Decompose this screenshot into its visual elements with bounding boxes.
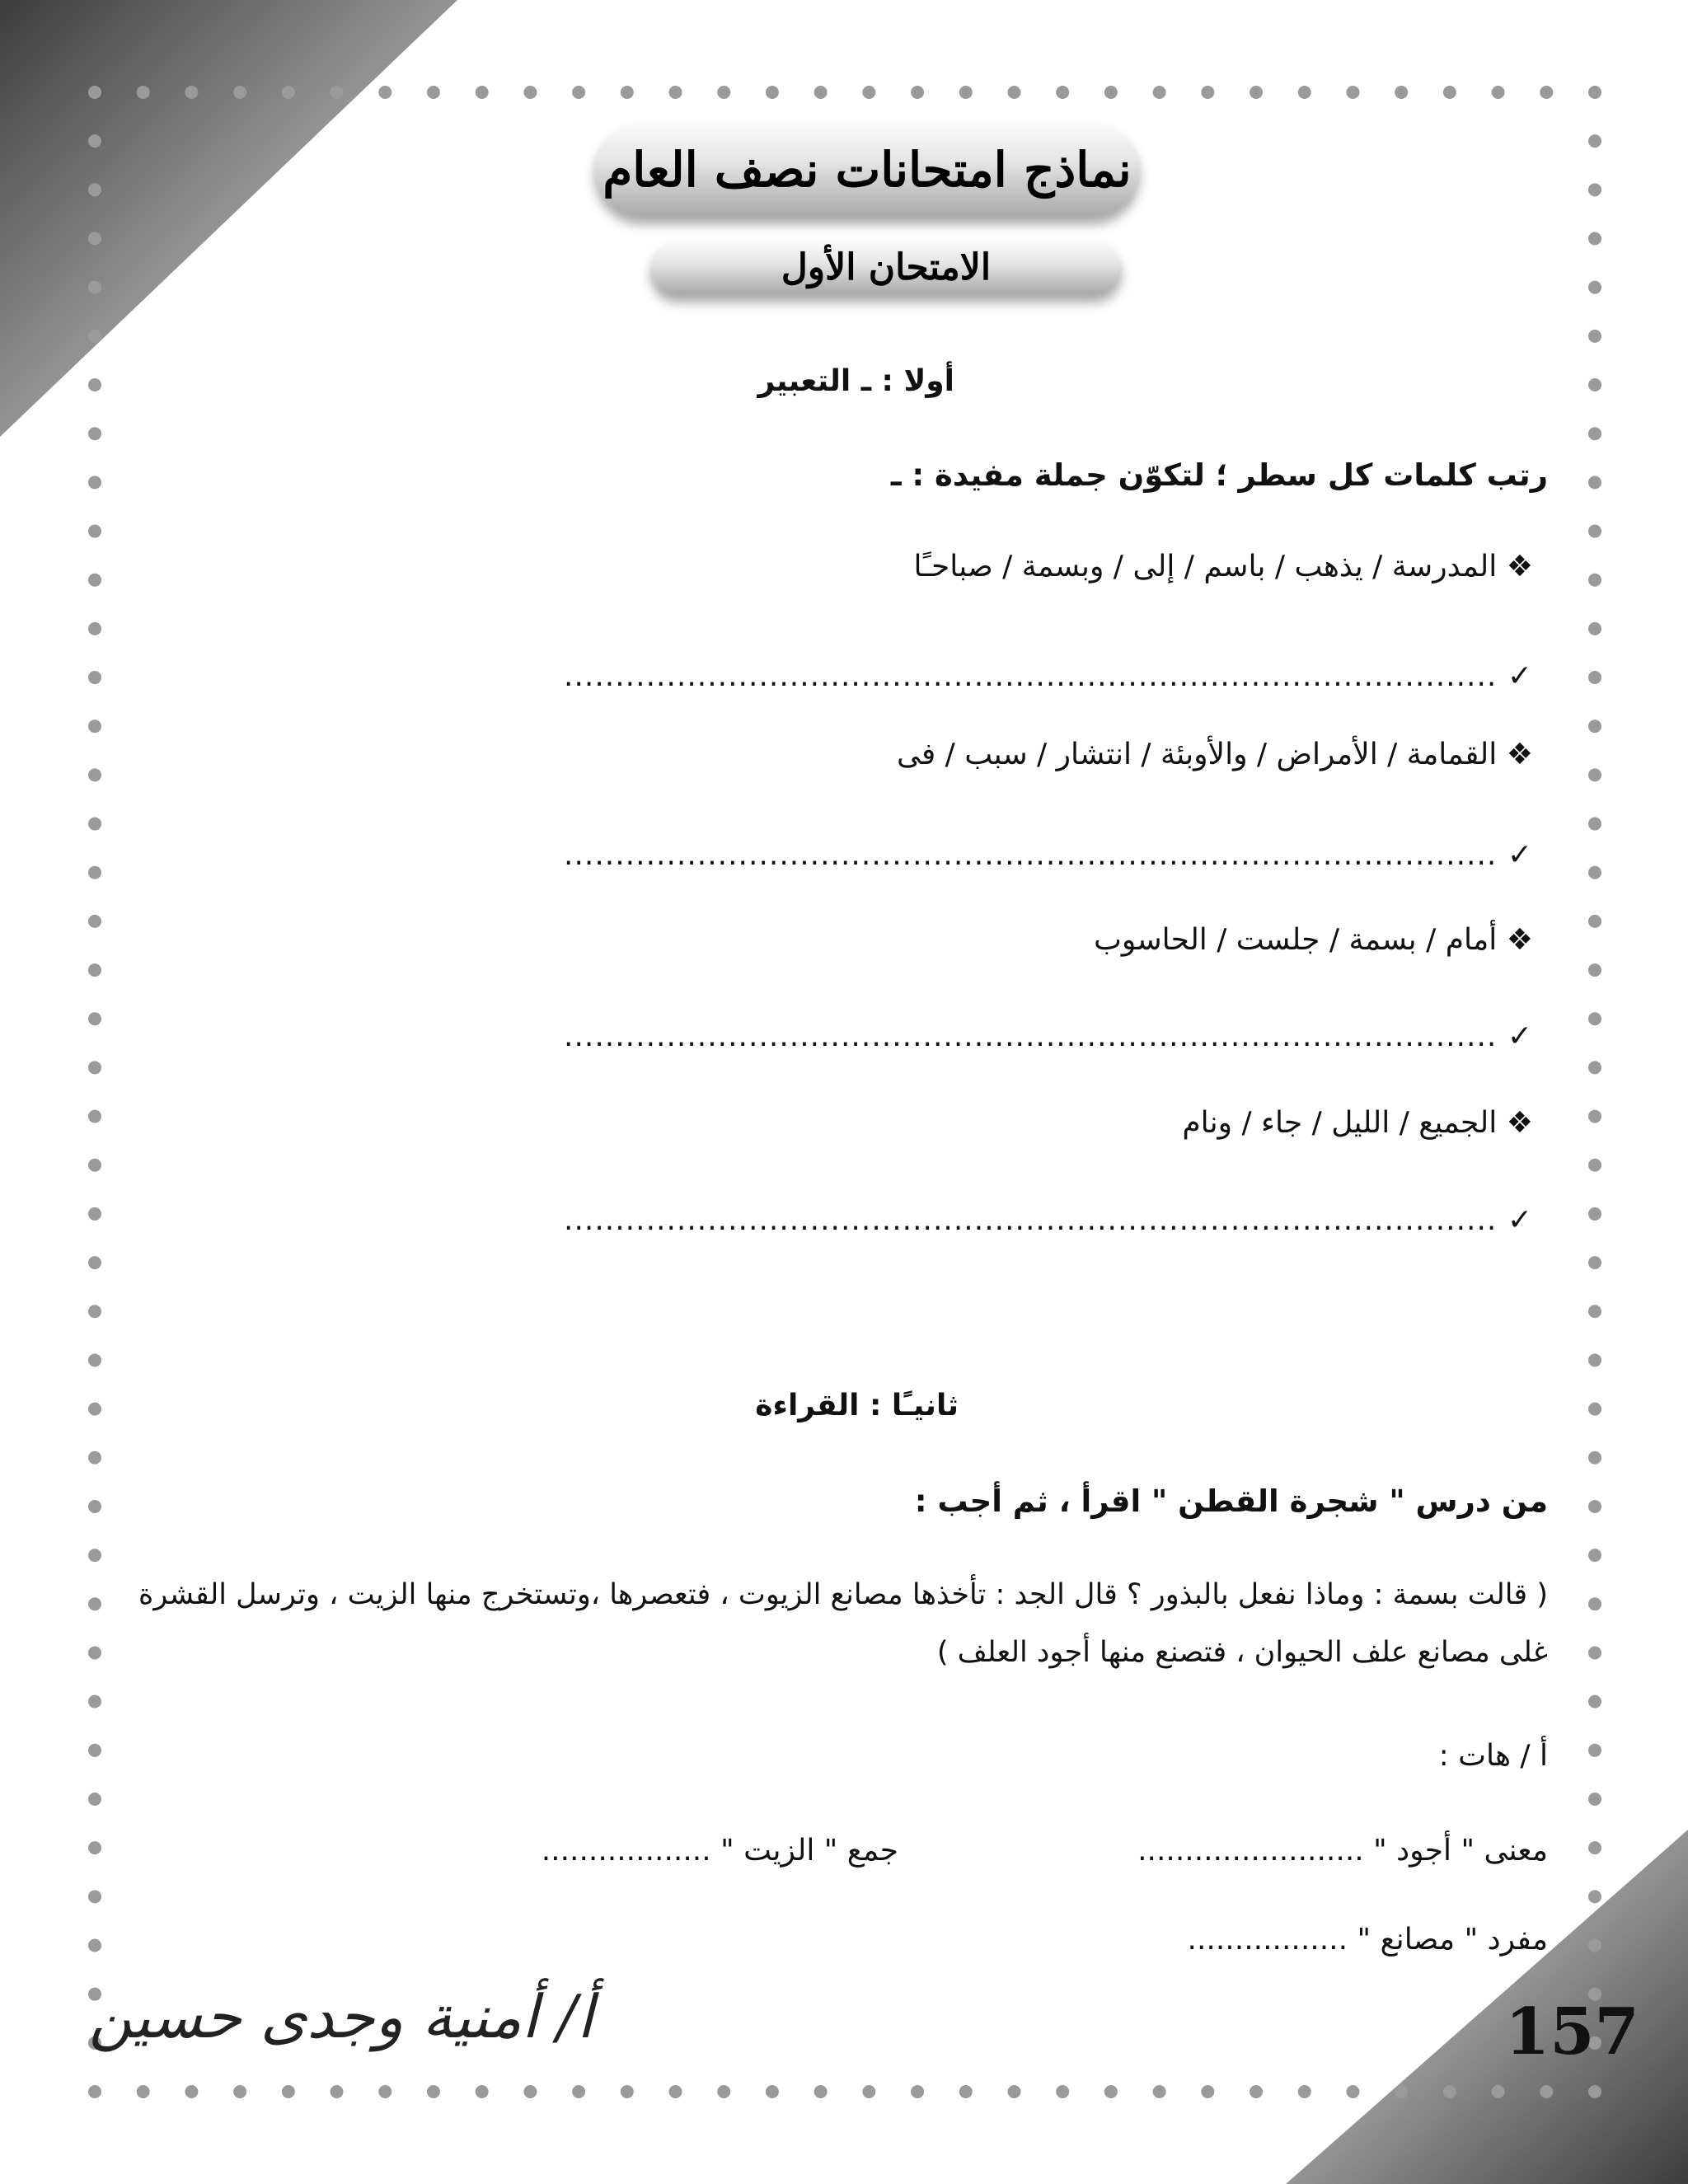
- border-dot: [717, 86, 730, 99]
- border-dot: [88, 1305, 101, 1318]
- border-dot: [88, 915, 101, 928]
- diamond-bullet-icon: ❖: [1506, 1106, 1533, 1140]
- border-dot: [88, 476, 101, 489]
- border-dot: [862, 86, 875, 99]
- border-dot: [88, 1793, 101, 1806]
- author-signature: [88, 1982, 593, 2081]
- border-dot: [814, 86, 828, 99]
- border-dot: [1346, 86, 1359, 99]
- checkmark-icon: ✓: [1507, 659, 1533, 693]
- border-dot: [1201, 2085, 1214, 2098]
- border-dot: [1588, 671, 1601, 684]
- border-dot: [1588, 1744, 1601, 1757]
- title-banner: [595, 124, 1139, 216]
- border-dot: [669, 2085, 682, 2098]
- border-dot: [1588, 1646, 1601, 1659]
- border-dot: [137, 2085, 150, 2098]
- border-dot: [378, 86, 392, 99]
- border-dot: [1588, 427, 1601, 440]
- border-dot: [959, 86, 973, 99]
- border-dot: [1588, 134, 1601, 148]
- border-dot: [1492, 86, 1505, 99]
- item-words: المدرسة / يذهب / باسم / إلى / وبسمة / صباحـًا: [913, 550, 1498, 583]
- diamond-bullet-icon: ❖: [1506, 738, 1533, 771]
- border-dot: [1588, 378, 1601, 391]
- border-dot: [1250, 2085, 1263, 2098]
- border-dot: [1346, 2085, 1359, 2098]
- border-dot: [1201, 86, 1214, 99]
- border-dot: [911, 2085, 924, 2098]
- border-dot: [1588, 1403, 1601, 1416]
- list-item: [1182, 1106, 1533, 1140]
- border-dot: [1588, 574, 1601, 587]
- border-dot: [1540, 86, 1553, 99]
- border-dot: [1588, 232, 1601, 246]
- border-dot: [1443, 2085, 1456, 2098]
- border-dot: [1588, 866, 1601, 879]
- border-dot: [766, 86, 779, 99]
- border-dot: [1588, 963, 1601, 977]
- border-dot: [669, 86, 682, 99]
- answer-line[interactable]: ...........................................................................................: [564, 659, 1498, 693]
- border-dot: [1056, 2085, 1069, 2098]
- border-dot: [1443, 86, 1456, 99]
- border-dot: [1588, 476, 1601, 489]
- border-dot: [1395, 2085, 1408, 2098]
- border-dot: [233, 2085, 246, 2098]
- border-dot: [1492, 2085, 1505, 2098]
- border-dot: [88, 427, 101, 440]
- border-dot: [88, 281, 101, 294]
- border-dot: [427, 2085, 440, 2098]
- answer-line[interactable]: ...........................................................................................: [564, 838, 1498, 872]
- page-number: 157: [1505, 1994, 1639, 2069]
- border-dot: [1588, 1500, 1601, 1513]
- border-dot: [88, 1841, 101, 1854]
- border-dot: [1588, 1159, 1601, 1172]
- exam-title: الامتحان الأول: [781, 246, 992, 288]
- border-dot: [766, 2085, 779, 2098]
- answer-row[interactable]: [564, 1203, 1533, 1237]
- banner-title: نماذج امتحانات نصف العام: [603, 142, 1132, 198]
- list-item: [1094, 923, 1533, 957]
- border-dot: [88, 719, 101, 733]
- border-dot: [572, 2085, 585, 2098]
- question-meaning[interactable]: معنى " أجود " ........................: [1137, 1834, 1548, 1868]
- border-dot: [88, 1744, 101, 1757]
- list-item: [897, 738, 1533, 771]
- border-dot: [1588, 1793, 1601, 1806]
- border-dot: [621, 86, 634, 99]
- border-dot: [88, 1256, 101, 1269]
- border-dot: [88, 963, 101, 977]
- border-dot: [282, 2085, 295, 2098]
- border-dot: [1588, 1256, 1601, 1269]
- border-dot: [911, 86, 924, 99]
- border-dot: [1588, 1451, 1601, 1465]
- reading-passage: ( قالت بسمة : وماذا نفعل بالبذور ؟ قال الجد : تأخذها مصانع الزيوت ، فتعصرها ،وتستخرج منها الزيت ، وترسل القشرة غلى مصانع علف الحيوان ، فتصنع منها أجود العلف ): [138, 1578, 1548, 1669]
- border-dot: [1588, 768, 1601, 781]
- border-dot: [1588, 1110, 1601, 1123]
- border-dot: [1298, 2085, 1311, 2098]
- border-dot: [88, 622, 101, 635]
- border-dot: [523, 86, 537, 99]
- sub-question-label: أ / هات :: [1438, 1739, 1548, 1773]
- border-dot: [331, 2085, 344, 2098]
- border-dot: [814, 2085, 828, 2098]
- border-dot: [88, 1695, 101, 1708]
- border-dot: [88, 1890, 101, 1903]
- border-dot: [1588, 330, 1601, 343]
- answer-row[interactable]: [564, 838, 1533, 872]
- border-dot: [523, 2085, 537, 2098]
- border-dot: [1104, 2085, 1118, 2098]
- border-dot: [1588, 1353, 1601, 1366]
- border-dot: [621, 2085, 634, 2098]
- section2-instruction: من درس " شجرة القطن " اقرأ ، ثم أجب :: [914, 1483, 1548, 1519]
- answer-line[interactable]: ...........................................................................................: [564, 1019, 1498, 1053]
- border-dot: [88, 1110, 101, 1123]
- border-dot: [1588, 622, 1601, 635]
- border-dot: [88, 574, 101, 587]
- border-dot: [1250, 86, 1263, 99]
- question-plural[interactable]: جمع " الزيت " ..................: [541, 1834, 898, 1868]
- border-dot: [88, 1500, 101, 1513]
- border-dot: [1588, 183, 1601, 196]
- border-dot: [959, 2085, 973, 2098]
- section1-heading: أولا : ـ التعبير: [757, 364, 954, 398]
- border-dot: [717, 2085, 730, 2098]
- border-dot: [88, 671, 101, 684]
- question-singular[interactable]: مفرد " مصانع " .................: [1187, 1923, 1548, 1957]
- border-dot: [476, 86, 489, 99]
- item-words: أمام / بسمة / جلست / الحاسوب: [1093, 923, 1498, 957]
- border-dot: [1588, 1549, 1601, 1562]
- signature-text: أ/ أمنية وجدى حسين: [88, 1982, 593, 2051]
- answer-line[interactable]: ...........................................................................................: [564, 1203, 1498, 1237]
- item-words: الجميع / الليل / جاء / ونام: [1182, 1106, 1498, 1140]
- border-dot: [1588, 1207, 1601, 1221]
- section2-heading: ثانيـًا : القراءة: [755, 1389, 959, 1422]
- border-dot: [1588, 1695, 1601, 1708]
- border-dot: [862, 2085, 875, 2098]
- border-dot: [88, 183, 101, 196]
- border-dot: [88, 1207, 101, 1221]
- border-dot: [185, 86, 198, 99]
- border-dot: [88, 232, 101, 246]
- border-dot: [233, 86, 246, 99]
- border-dot: [282, 86, 295, 99]
- border-dot: [88, 2085, 101, 2098]
- border-dot: [331, 86, 344, 99]
- border-dot: [1540, 2085, 1553, 2098]
- border-dot: [1153, 2085, 1166, 2098]
- border-dot: [1588, 1890, 1601, 1903]
- answer-row[interactable]: [564, 659, 1533, 693]
- item-words: القمامة / الأمراض / والأوبئة / انتشار / سبب / فى: [897, 738, 1498, 771]
- border-dot: [1298, 86, 1311, 99]
- border-dot: [427, 86, 440, 99]
- border-dot: [1007, 2085, 1020, 2098]
- border-dot: [1588, 281, 1601, 294]
- border-dot: [572, 86, 585, 99]
- border-dot: [88, 1061, 101, 1074]
- border-dot: [137, 86, 150, 99]
- checkmark-icon: ✓: [1507, 1203, 1533, 1237]
- checkmark-icon: ✓: [1507, 838, 1533, 872]
- border-dot: [1588, 1597, 1601, 1610]
- border-dot: [1588, 2085, 1601, 2098]
- border-dot: [88, 1597, 101, 1610]
- border-dot: [1588, 915, 1601, 928]
- border-dot: [1588, 719, 1601, 733]
- border-dot: [88, 86, 101, 99]
- border-dot: [185, 2085, 198, 2098]
- exam-title-banner: [651, 241, 1121, 294]
- diamond-bullet-icon: ❖: [1506, 923, 1533, 957]
- border-dot: [88, 1549, 101, 1562]
- border-dot: [88, 1451, 101, 1465]
- border-dot: [1104, 86, 1118, 99]
- border-dot: [88, 1353, 101, 1366]
- border-dot: [88, 525, 101, 538]
- border-dot: [88, 818, 101, 831]
- border-dot: [88, 134, 101, 148]
- section1-instruction: رتب كلمات كل سطر ؛ لتكوّن جملة مفيدة : ـ: [890, 457, 1548, 493]
- diamond-bullet-icon: ❖: [1506, 550, 1533, 583]
- border-dot: [1588, 1938, 1601, 1952]
- border-dot: [88, 1646, 101, 1659]
- border-dot: [88, 1012, 101, 1025]
- border-dot: [1153, 86, 1166, 99]
- border-dot: [88, 1159, 101, 1172]
- border-dot: [88, 1938, 101, 1952]
- border-dot: [1056, 86, 1069, 99]
- border-dot: [88, 330, 101, 343]
- border-dot: [88, 866, 101, 879]
- border-dot: [1588, 818, 1601, 831]
- border-dot: [1588, 1061, 1601, 1074]
- border-dot: [88, 378, 101, 391]
- border-dot: [1588, 525, 1601, 538]
- border-dot: [1588, 1012, 1601, 1025]
- border-dot: [1395, 86, 1408, 99]
- border-dot: [476, 2085, 489, 2098]
- answer-row[interactable]: [564, 1019, 1533, 1053]
- list-item: [914, 550, 1533, 583]
- border-dot: [1588, 86, 1601, 99]
- border-dot: [1588, 1841, 1601, 1854]
- checkmark-icon: ✓: [1507, 1019, 1533, 1053]
- border-dot: [88, 1403, 101, 1416]
- border-dot: [1588, 1305, 1601, 1318]
- border-dot: [378, 2085, 392, 2098]
- border-dot: [88, 768, 101, 781]
- border-dot: [1007, 86, 1020, 99]
